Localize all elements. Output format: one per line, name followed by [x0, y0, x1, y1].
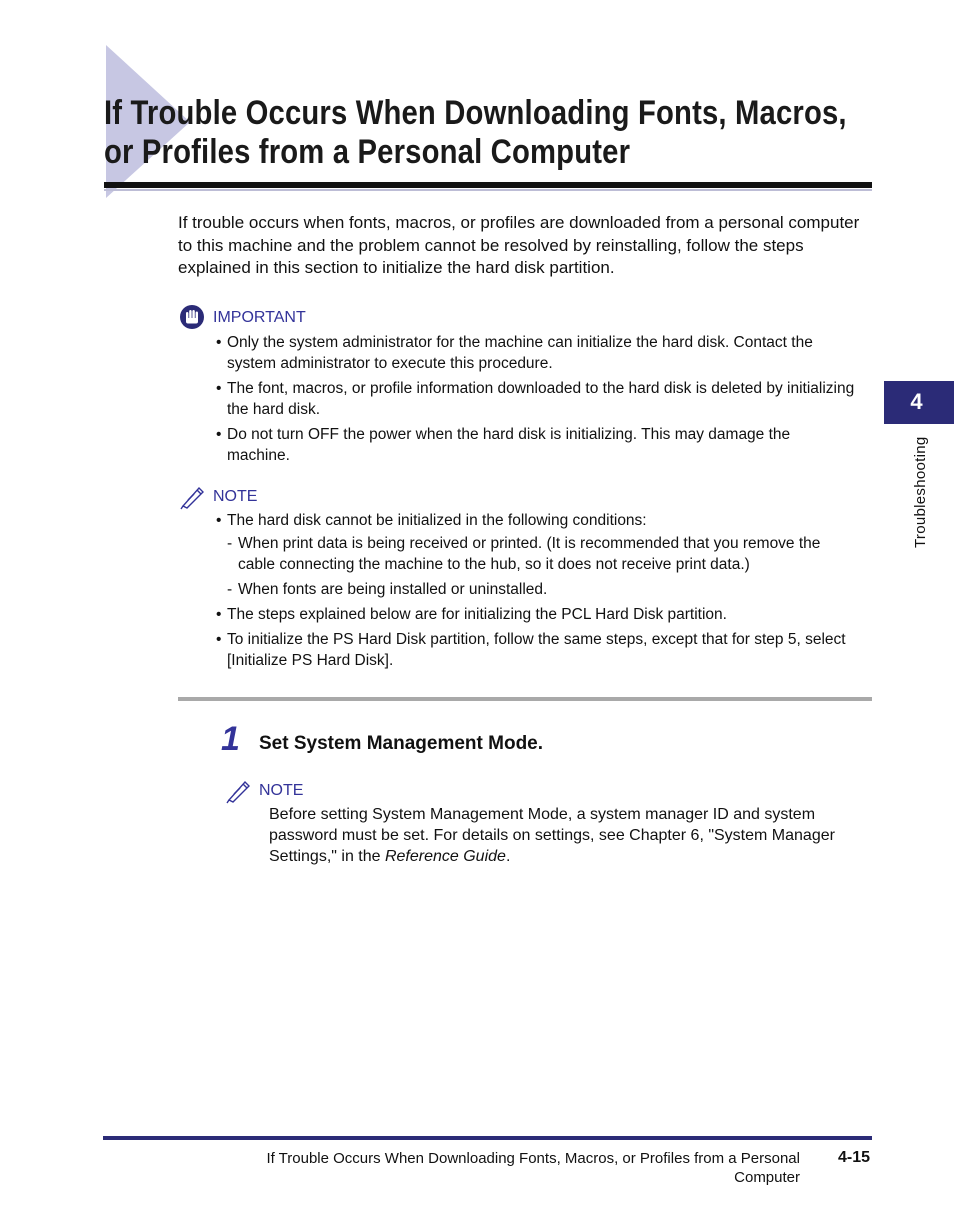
intro-paragraph: If trouble occurs when fonts, macros, or profiles are downloaded from a personal computer to this machine and the problem cannot be resolved by reinstalling, follow the steps explained in this section to initialize the hard disk partition.: [178, 213, 860, 277]
footer-rule: [103, 1136, 872, 1140]
note-item-2: The steps explained below are for initializing the PCL Hard Disk partition.: [227, 606, 727, 623]
chapter-number: 4: [910, 389, 923, 414]
list-item: [216, 332, 856, 374]
step-note-text-end: .: [505, 848, 511, 865]
bullet-mark: •: [216, 512, 222, 529]
page-number: 4-15: [838, 1149, 871, 1166]
dash-mark: -: [227, 535, 233, 552]
note-sub-item-2: When fonts are being installed or uninstalled.: [238, 581, 548, 598]
important-item-3: Do not turn OFF the power when the hard disk is initializing. This may damage the machine.: [227, 426, 791, 464]
page-title-line-2: or Profiles from a Personal Computer: [104, 133, 631, 171]
bullet-mark: •: [216, 380, 222, 397]
important-list: [216, 332, 856, 470]
list-item: [216, 629, 861, 671]
note-sublist: [227, 533, 861, 600]
footer-title: If Trouble Occurs When Downloading Fonts, Macros, or Profiles from a Personal Computer: [266, 1150, 800, 1186]
note-sub-item-1: When print data is being received or printed. (It is recommended that you remove the cable connecting the machine to the hub, so it does not receive print data.): [238, 535, 821, 573]
title-rule-shadow: [104, 189, 872, 191]
sub-list-item: [227, 533, 861, 575]
note-list: [216, 510, 861, 675]
sub-list-item: [227, 579, 861, 600]
list-item: [216, 424, 856, 466]
note-item-1: The hard disk cannot be initialized in the following conditions:: [227, 512, 647, 529]
note-label: NOTE: [213, 488, 258, 505]
title-rule: [104, 182, 872, 188]
important-item-2: The font, macros, or profile information downloaded to the hard disk is deleted by initializing the hard disk.: [227, 380, 855, 418]
chapter-section-label: Troubleshooting: [912, 436, 929, 548]
important-label: IMPORTANT: [213, 309, 306, 326]
step-note-label: NOTE: [259, 782, 304, 799]
bullet-mark: •: [216, 606, 222, 623]
section-divider: [178, 697, 872, 701]
step-number: 1: [221, 720, 240, 758]
important-item-1: Only the system administrator for the machine can initialize the hard disk. Contact the system administrator to execute this procedure.: [227, 334, 813, 372]
dash-mark: -: [227, 581, 233, 598]
pencil-icon: [179, 486, 207, 510]
note-item-3: To initialize the PS Hard Disk partition, follow the same steps, except that for step 5, select [Initialize PS Hard Disk].: [227, 631, 846, 669]
bullet-mark: •: [216, 631, 222, 648]
list-item: [216, 604, 861, 625]
hand-stop-icon: [179, 304, 205, 330]
reference-guide-title: Reference Guide: [384, 848, 506, 865]
page-title-line-1: If Trouble Occurs When Downloading Fonts, Macros,: [104, 94, 847, 132]
bullet-mark: •: [216, 426, 222, 443]
pencil-icon: [225, 780, 253, 804]
list-item: [216, 510, 861, 600]
step-note-text: [269, 804, 869, 867]
step-note-text-main: Before setting System Management Mode, a system manager ID and system password must be set. For details on settings, see Chapter 6, "System Manager Settings," in the: [269, 806, 835, 865]
bullet-mark: •: [216, 334, 222, 351]
step-title: Set System Management Mode.: [259, 733, 544, 754]
page-title: [104, 94, 847, 172]
list-item: [216, 378, 856, 420]
